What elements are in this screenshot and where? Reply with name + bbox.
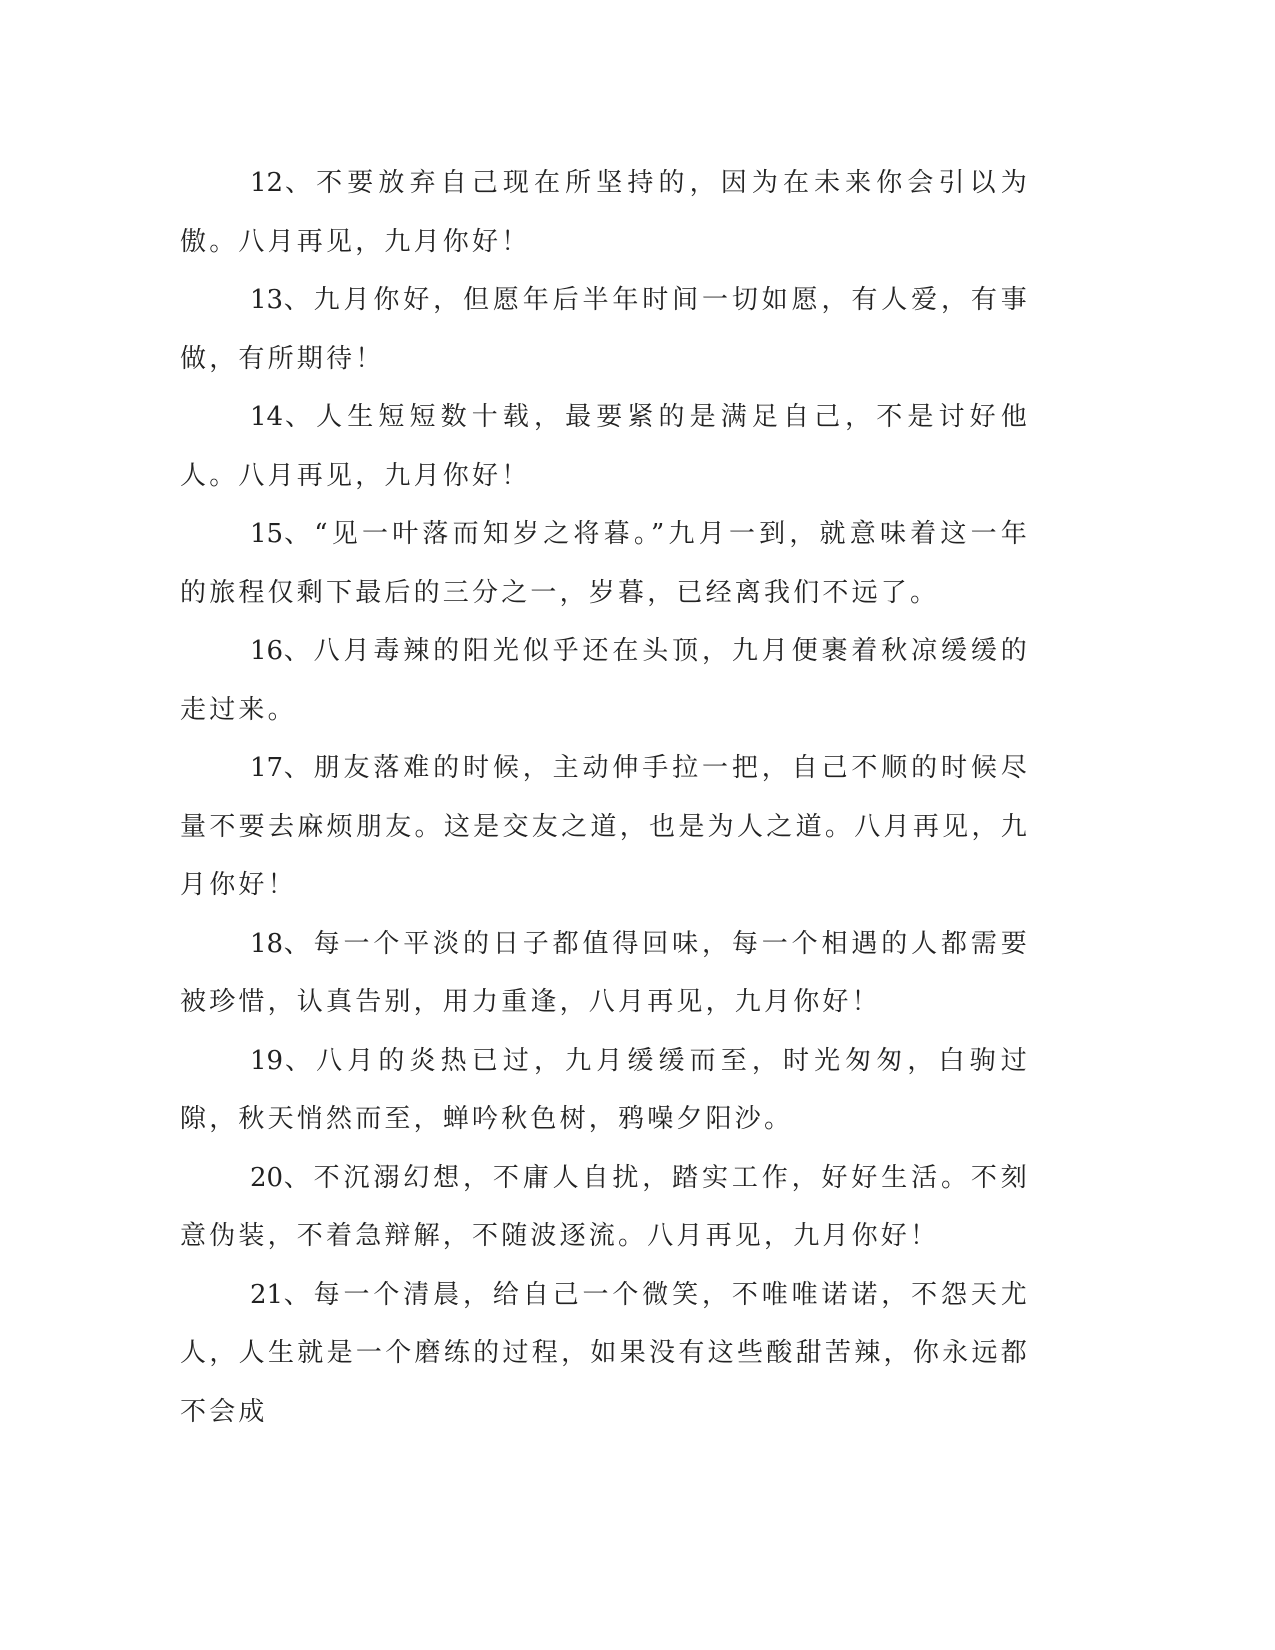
- paragraph-number: 18: [250, 928, 284, 959]
- paragraph-text: 、“见一叶落而知岁之将暮。”九月一到，就意味着这一年的旅程仅剩下最后的三分之一，岁暮，已经离我们不远了。: [180, 519, 1030, 608]
- paragraph-19: [180, 1032, 1030, 1149]
- paragraph-number: 15: [250, 519, 284, 549]
- document-body: [180, 154, 1030, 1441]
- paragraph-number: 21: [250, 1279, 284, 1310]
- paragraph-12: [180, 154, 1030, 271]
- paragraph-16: [180, 622, 1030, 739]
- paragraph-number: 20: [250, 1162, 284, 1193]
- paragraph-text: 、不要放弃自己现在所坚持的，因为在未来你会引以为傲。八月再见，九月你好！: [180, 168, 1030, 257]
- paragraph-number: 13: [250, 285, 284, 315]
- paragraph-text: 、每一个平淡的日子都值得回味，每一个相遇的人都需要被珍惜，认真告别，用力重逢，八月再见，九月你好！: [180, 928, 1030, 1017]
- paragraph-number: 19: [250, 1045, 284, 1076]
- paragraph-text: 、每一个清晨，给自己一个微笑，不唯唯诺诺，不怨天尤人，人生就是一个磨练的过程，如果没有这些酸甜苦辣，你永远都不会成: [180, 1279, 1030, 1427]
- paragraph-text: 、人生短短数十载，最要紧的是满足自己，不是讨好他人。八月再见，九月你好！: [180, 402, 1030, 491]
- paragraph-text: 、朋友落难的时候，主动伸手拉一把，自己不顺的时候尽量不要去麻烦朋友。这是交友之道，也是为人之道。八月再见，九月你好！: [180, 753, 1030, 900]
- paragraph-number: 12: [250, 168, 284, 198]
- paragraph-number: 14: [250, 402, 284, 432]
- paragraph-text: 、九月你好，但愿年后半年时间一切如愿，有人爱，有事做，有所期待！: [180, 285, 1030, 374]
- paragraph-text: 、八月毒辣的阳光似乎还在头顶，九月便裹着秋凉缓缓的走过来。: [180, 636, 1030, 725]
- paragraph-13: [180, 271, 1030, 388]
- paragraph-20: [180, 1149, 1030, 1266]
- paragraph-15: [180, 505, 1030, 622]
- paragraph-text: 、八月的炎热已过，九月缓缓而至，时光匆匆，白驹过隙，秋天悄然而至，蝉吟秋色树，鸦噪夕阳沙。: [180, 1045, 1030, 1134]
- paragraph-text: 、不沉溺幻想，不庸人自扰，踏实工作，好好生活。不刻意伪装，不着急辩解，不随波逐流。八月再见，九月你好！: [180, 1162, 1030, 1251]
- paragraph-18: [180, 915, 1030, 1032]
- paragraph-number: 16: [250, 636, 284, 666]
- paragraph-14: [180, 388, 1030, 505]
- paragraph-number: 17: [250, 753, 284, 783]
- paragraph-21: [180, 1266, 1030, 1442]
- paragraph-17: [180, 739, 1030, 915]
